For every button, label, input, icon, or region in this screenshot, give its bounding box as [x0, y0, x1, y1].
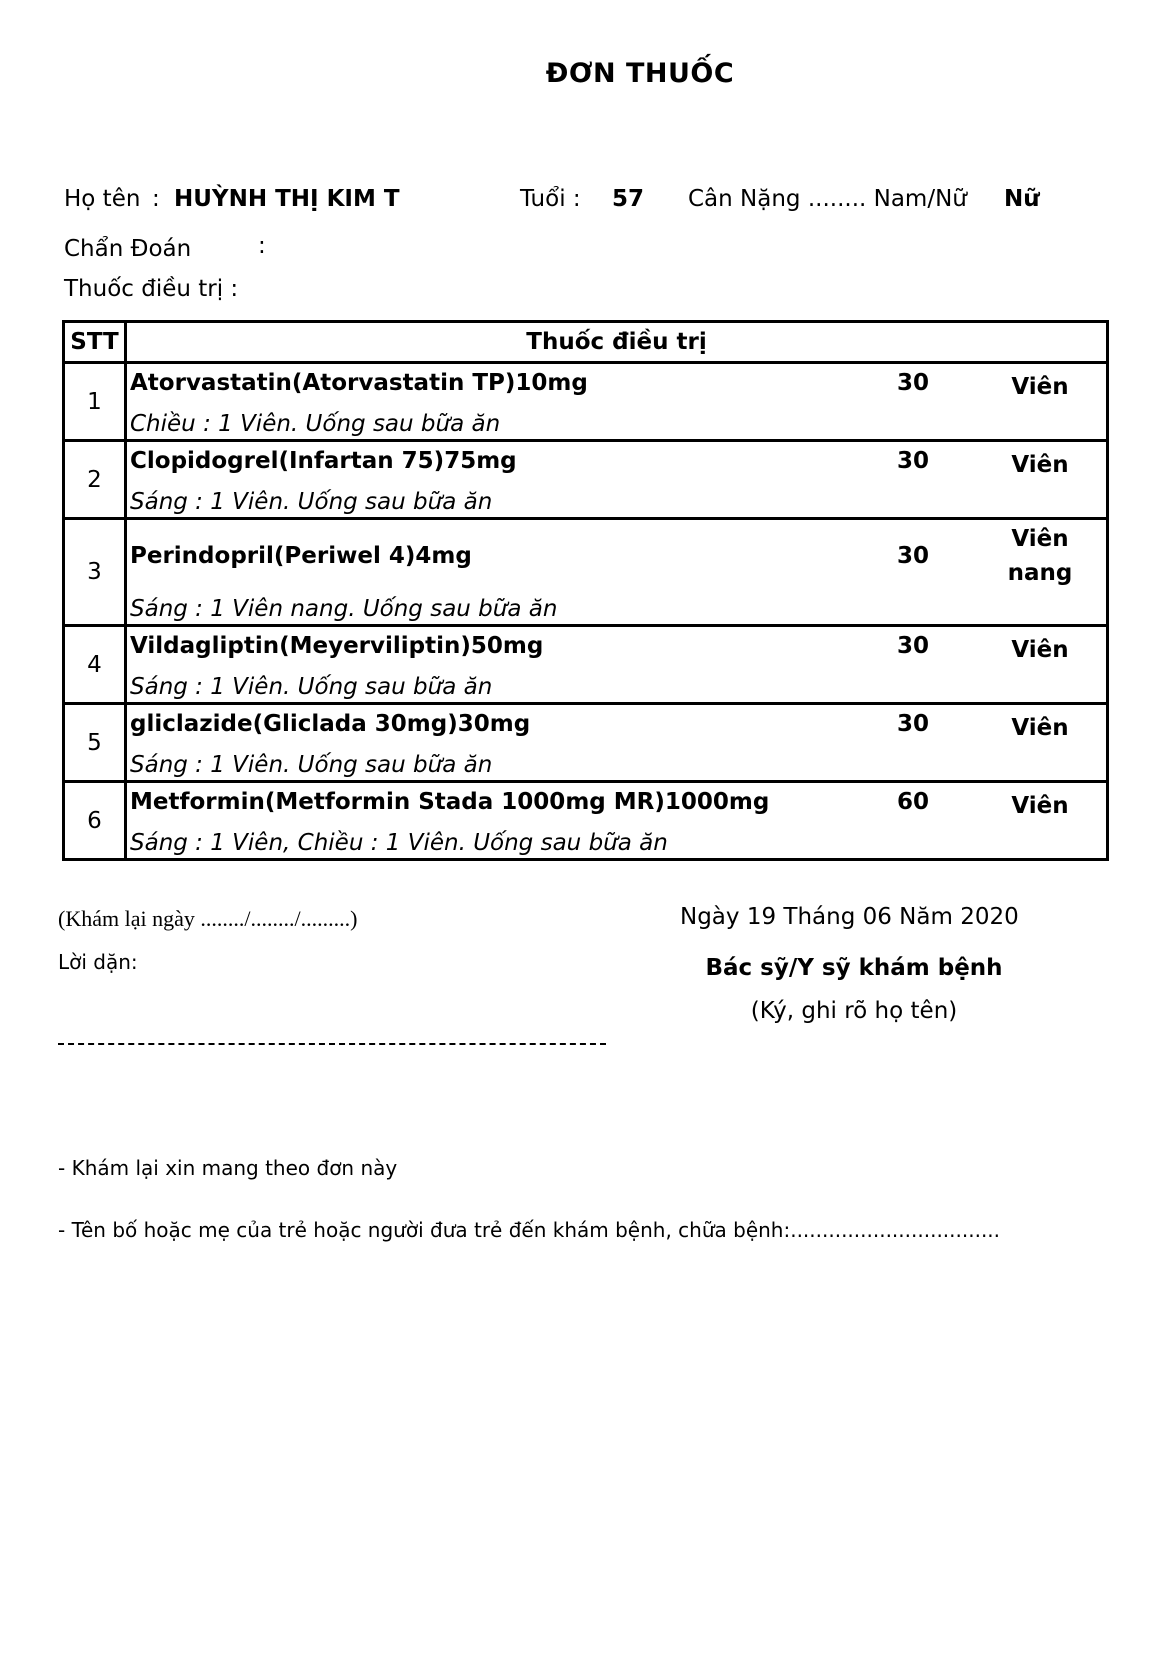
treatment-label: Thuốc điều trị :	[64, 276, 239, 302]
table-row	[64, 519, 1108, 626]
patient-age: 57	[612, 186, 645, 212]
diagnosis-separator: :	[258, 233, 266, 259]
table-row	[64, 704, 1108, 782]
diagnosis-label: Chẩn Đoán	[64, 236, 192, 262]
medicine-quantity: 30	[897, 370, 930, 396]
medicine-name: gliclazide(Gliclada 30mg)30mg	[130, 711, 531, 737]
row-stt: 4	[64, 626, 126, 704]
medicine-name: Perindopril(Periwel 4)4mg	[130, 543, 472, 569]
medicine-unit: Viên nang	[1007, 526, 1073, 586]
header-medicine: Thuốc điều trị	[126, 322, 1108, 363]
medicine-unit: Viên	[1011, 637, 1069, 663]
patient-name-label: Họ tên	[64, 186, 141, 212]
medicine-usage: Sáng : 1 Viên. Uống sau bữa ăn	[130, 489, 493, 515]
medicine-usage: Sáng : 1 Viên. Uống sau bữa ăn	[130, 674, 493, 700]
row-stt: 5	[64, 704, 126, 782]
advice-divider	[58, 1043, 606, 1045]
medicine-quantity: 30	[897, 633, 930, 659]
medicine-quantity: 60	[897, 789, 930, 815]
medicine-cell	[126, 704, 1108, 782]
note-guardian-name: - Tên bố hoặc mẹ của trẻ hoặc người đưa trẻ đến khám bệnh, chữa bệnh:.................................	[58, 1218, 1001, 1242]
medicine-quantity: 30	[897, 448, 930, 474]
medicine-unit: Viên	[1011, 715, 1069, 741]
table-header-row	[64, 322, 1108, 363]
medicine-cell	[126, 363, 1108, 441]
patient-age-label: Tuổi :	[520, 186, 581, 212]
medicine-unit: Viên	[1011, 374, 1069, 400]
note-bring-prescription: - Khám lại xin mang theo đơn này	[58, 1156, 398, 1180]
medicine-name: Vildagliptin(Meyerviliptin)50mg	[130, 633, 544, 659]
medicine-quantity: 30	[897, 711, 930, 737]
prescription-date: Ngày 19 Tháng 06 Năm 2020	[680, 904, 1019, 930]
document-title: ĐƠN THUỐC	[545, 58, 735, 89]
medicine-quantity: 30	[897, 543, 930, 569]
patient-name: HUỲNH THỊ KIM T	[174, 186, 400, 212]
row-stt: 1	[64, 363, 126, 441]
medicine-usage: Sáng : 1 Viên. Uống sau bữa ăn	[130, 752, 493, 778]
doctor-title: Bác sỹ/Y sỹ khám bệnh	[705, 955, 1003, 981]
prescription-table	[62, 320, 1109, 861]
table-row	[64, 626, 1108, 704]
advice-label: Lời dặn:	[58, 950, 138, 974]
row-stt: 3	[64, 519, 126, 626]
patient-weight-gender-label: Cân Nặng ........ Nam/Nữ	[688, 186, 967, 212]
table-row	[64, 441, 1108, 519]
medicine-name: Atorvastatin(Atorvastatin TP)10mg	[130, 370, 588, 396]
doctor-signature-hint: (Ký, ghi rõ họ tên)	[750, 998, 958, 1024]
patient-gender: Nữ	[1004, 186, 1040, 212]
revisit-date-line: (Khám lại ngày ......../......../.........)	[58, 906, 358, 931]
patient-name-separator: :	[152, 186, 160, 212]
medicine-usage: Chiều : 1 Viên. Uống sau bữa ăn	[130, 411, 501, 437]
medicine-unit: Viên	[1011, 452, 1069, 478]
table-row	[64, 782, 1108, 860]
medicine-cell	[126, 441, 1108, 519]
medicine-usage: Sáng : 1 Viên, Chiều : 1 Viên. Uống sau bữa ăn	[130, 830, 668, 856]
header-stt: STT	[64, 322, 126, 363]
medicine-cell	[126, 626, 1108, 704]
row-stt: 2	[64, 441, 126, 519]
table-row	[64, 363, 1108, 441]
medicine-cell	[126, 519, 1108, 626]
medicine-name: Metformin(Metformin Stada 1000mg MR)1000mg	[130, 789, 770, 815]
medicine-cell	[126, 782, 1108, 860]
medicine-name: Clopidogrel(Infartan 75)75mg	[130, 448, 517, 474]
medicine-unit: Viên	[1011, 793, 1069, 819]
row-stt: 6	[64, 782, 126, 860]
medicine-usage: Sáng : 1 Viên nang. Uống sau bữa ăn	[130, 596, 558, 622]
